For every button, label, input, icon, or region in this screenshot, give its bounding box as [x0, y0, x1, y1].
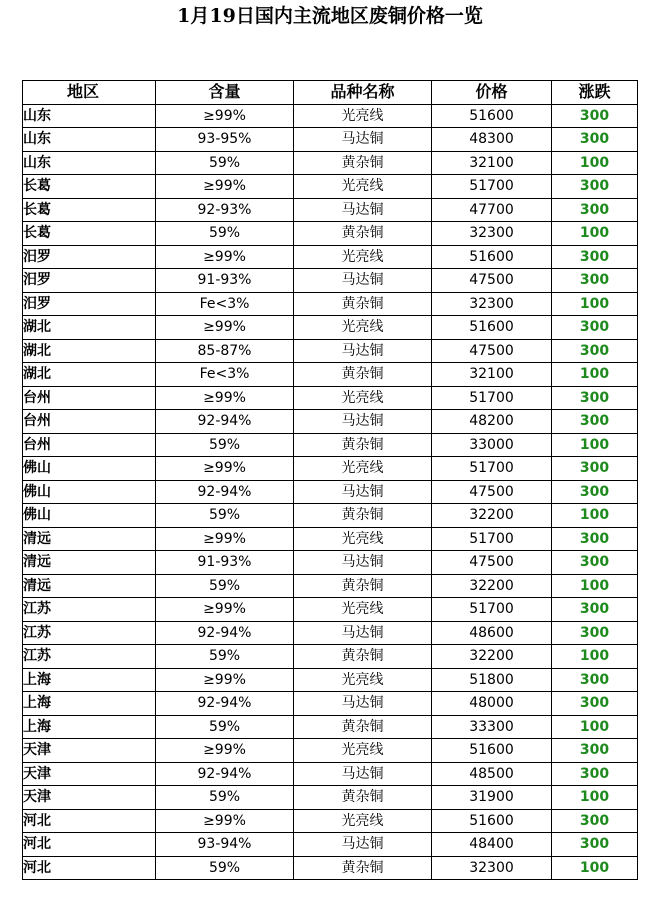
cell-region: 湖北 [23, 316, 156, 340]
cell-variety: 黄杂铜 [294, 856, 432, 880]
header-change: 涨跌 [552, 81, 638, 105]
cell-variety: 黄杂铜 [294, 645, 432, 669]
cell-price: 47500 [432, 269, 552, 293]
cell-price: 48200 [432, 410, 552, 434]
header-region: 地区 [23, 81, 156, 105]
cell-region: 清远 [23, 527, 156, 551]
header-content: 含量 [156, 81, 294, 105]
cell-content: 59% [156, 222, 294, 246]
cell-content: ≥99% [156, 598, 294, 622]
cell-change: 100 [552, 433, 638, 457]
cell-price: 51600 [432, 104, 552, 128]
cell-content: 92-94% [156, 692, 294, 716]
cell-variety: 马达铜 [294, 551, 432, 575]
cell-variety: 黄杂铜 [294, 433, 432, 457]
cell-content: ≥99% [156, 316, 294, 340]
cell-price: 32100 [432, 363, 552, 387]
cell-price: 48300 [432, 128, 552, 152]
table-row [23, 104, 638, 128]
cell-change: 300 [552, 457, 638, 481]
cell-change: 300 [552, 551, 638, 575]
cell-region: 江苏 [23, 645, 156, 669]
cell-variety: 黄杂铜 [294, 504, 432, 528]
cell-price: 47500 [432, 480, 552, 504]
cell-change: 300 [552, 480, 638, 504]
cell-region: 湖北 [23, 363, 156, 387]
cell-content: 59% [156, 856, 294, 880]
cell-region: 汨罗 [23, 245, 156, 269]
cell-content: Fe<3% [156, 292, 294, 316]
cell-content: ≥99% [156, 809, 294, 833]
cell-price: 51700 [432, 598, 552, 622]
table-row [23, 292, 638, 316]
table-row [23, 856, 638, 880]
cell-change: 100 [552, 645, 638, 669]
table-row [23, 410, 638, 434]
cell-variety: 光亮线 [294, 386, 432, 410]
cell-variety: 马达铜 [294, 128, 432, 152]
cell-change: 300 [552, 598, 638, 622]
cell-region: 台州 [23, 410, 156, 434]
cell-price: 48000 [432, 692, 552, 716]
cell-content: ≥99% [156, 386, 294, 410]
table-row [23, 786, 638, 810]
cell-change: 100 [552, 856, 638, 880]
cell-variety: 黄杂铜 [294, 574, 432, 598]
cell-change: 300 [552, 692, 638, 716]
cell-price: 51600 [432, 245, 552, 269]
cell-region: 湖北 [23, 339, 156, 363]
cell-region: 河北 [23, 856, 156, 880]
cell-change: 300 [552, 175, 638, 199]
cell-variety: 黄杂铜 [294, 363, 432, 387]
cell-content: 91-93% [156, 269, 294, 293]
cell-region: 长葛 [23, 175, 156, 199]
cell-region: 天津 [23, 762, 156, 786]
cell-price: 51700 [432, 527, 552, 551]
cell-change: 300 [552, 269, 638, 293]
cell-change: 100 [552, 786, 638, 810]
table-row [23, 386, 638, 410]
table-row [23, 269, 638, 293]
cell-price: 31900 [432, 786, 552, 810]
cell-price: 47700 [432, 198, 552, 222]
cell-price: 48600 [432, 621, 552, 645]
cell-price: 51600 [432, 739, 552, 763]
cell-content: 92-93% [156, 198, 294, 222]
table-row [23, 621, 638, 645]
cell-change: 300 [552, 833, 638, 857]
table-row [23, 527, 638, 551]
cell-variety: 黄杂铜 [294, 786, 432, 810]
cell-price: 51700 [432, 386, 552, 410]
cell-region: 上海 [23, 668, 156, 692]
cell-region: 清远 [23, 551, 156, 575]
cell-price: 32100 [432, 151, 552, 175]
cell-variety: 马达铜 [294, 692, 432, 716]
cell-variety: 马达铜 [294, 339, 432, 363]
table-row [23, 692, 638, 716]
cell-variety: 马达铜 [294, 621, 432, 645]
cell-price: 51700 [432, 175, 552, 199]
cell-price: 48400 [432, 833, 552, 857]
cell-content: 92-94% [156, 410, 294, 434]
header-price: 价格 [432, 81, 552, 105]
cell-content: 59% [156, 786, 294, 810]
table-row [23, 598, 638, 622]
cell-variety: 光亮线 [294, 739, 432, 763]
table-row [23, 457, 638, 481]
table-row [23, 645, 638, 669]
cell-content: ≥99% [156, 245, 294, 269]
cell-variety: 黄杂铜 [294, 292, 432, 316]
cell-region: 佛山 [23, 480, 156, 504]
cell-change: 100 [552, 292, 638, 316]
cell-variety: 马达铜 [294, 198, 432, 222]
cell-change: 300 [552, 527, 638, 551]
cell-variety: 光亮线 [294, 175, 432, 199]
cell-region: 汨罗 [23, 269, 156, 293]
cell-price: 32200 [432, 504, 552, 528]
table-row [23, 715, 638, 739]
cell-change: 100 [552, 222, 638, 246]
cell-content: 59% [156, 433, 294, 457]
table-row [23, 363, 638, 387]
header-variety: 品种名称 [294, 81, 432, 105]
table-row [23, 316, 638, 340]
cell-content: ≥99% [156, 104, 294, 128]
cell-content: ≥99% [156, 668, 294, 692]
cell-change: 300 [552, 386, 638, 410]
cell-region: 江苏 [23, 621, 156, 645]
cell-change: 300 [552, 245, 638, 269]
cell-region: 长葛 [23, 222, 156, 246]
cell-change: 300 [552, 198, 638, 222]
cell-change: 100 [552, 363, 638, 387]
cell-region: 山东 [23, 128, 156, 152]
cell-content: ≥99% [156, 527, 294, 551]
cell-price: 32300 [432, 222, 552, 246]
cell-content: 93-95% [156, 128, 294, 152]
table-row [23, 739, 638, 763]
table-row [23, 198, 638, 222]
cell-variety: 黄杂铜 [294, 151, 432, 175]
cell-region: 台州 [23, 433, 156, 457]
cell-variety: 黄杂铜 [294, 715, 432, 739]
cell-region: 天津 [23, 786, 156, 810]
cell-variety: 马达铜 [294, 269, 432, 293]
cell-variety: 光亮线 [294, 245, 432, 269]
cell-price: 33000 [432, 433, 552, 457]
cell-variety: 马达铜 [294, 762, 432, 786]
cell-content: 59% [156, 645, 294, 669]
cell-change: 100 [552, 151, 638, 175]
cell-region: 河北 [23, 809, 156, 833]
cell-change: 300 [552, 809, 638, 833]
cell-content: 59% [156, 151, 294, 175]
cell-region: 上海 [23, 692, 156, 716]
cell-price: 51800 [432, 668, 552, 692]
table-row [23, 668, 638, 692]
table-row [23, 151, 638, 175]
cell-price: 47500 [432, 339, 552, 363]
cell-variety: 光亮线 [294, 598, 432, 622]
cell-price: 32200 [432, 645, 552, 669]
cell-variety: 光亮线 [294, 668, 432, 692]
table-row [23, 128, 638, 152]
cell-price: 51700 [432, 457, 552, 481]
cell-region: 河北 [23, 833, 156, 857]
cell-variety: 光亮线 [294, 809, 432, 833]
cell-price: 47500 [432, 551, 552, 575]
table-body [23, 104, 638, 880]
cell-variety: 黄杂铜 [294, 222, 432, 246]
page-title: 1月19日国内主流地区废铜价格一览 [177, 5, 483, 27]
cell-price: 32300 [432, 292, 552, 316]
cell-variety: 光亮线 [294, 104, 432, 128]
table-row [23, 245, 638, 269]
cell-variety: 光亮线 [294, 457, 432, 481]
cell-region: 山东 [23, 151, 156, 175]
table-header-row [23, 81, 638, 105]
cell-content: 92-94% [156, 621, 294, 645]
cell-price: 51600 [432, 809, 552, 833]
cell-region: 清远 [23, 574, 156, 598]
table-row [23, 339, 638, 363]
cell-content: 93-94% [156, 833, 294, 857]
cell-change: 300 [552, 104, 638, 128]
cell-content: ≥99% [156, 457, 294, 481]
table-row [23, 433, 638, 457]
cell-price: 48500 [432, 762, 552, 786]
cell-variety: 马达铜 [294, 833, 432, 857]
cell-price: 51600 [432, 316, 552, 340]
cell-price: 33300 [432, 715, 552, 739]
table-row [23, 175, 638, 199]
cell-region: 江苏 [23, 598, 156, 622]
table-row [23, 551, 638, 575]
cell-region: 天津 [23, 739, 156, 763]
table-row [23, 574, 638, 598]
cell-price: 32200 [432, 574, 552, 598]
cell-change: 100 [552, 574, 638, 598]
cell-region: 长葛 [23, 198, 156, 222]
cell-change: 300 [552, 410, 638, 434]
cell-price: 32300 [432, 856, 552, 880]
cell-change: 100 [552, 504, 638, 528]
cell-change: 100 [552, 715, 638, 739]
cell-region: 上海 [23, 715, 156, 739]
cell-change: 300 [552, 739, 638, 763]
cell-content: 59% [156, 715, 294, 739]
cell-content: 91-93% [156, 551, 294, 575]
cell-region: 汨罗 [23, 292, 156, 316]
cell-content: 92-94% [156, 762, 294, 786]
price-table [22, 80, 638, 880]
cell-variety: 马达铜 [294, 480, 432, 504]
cell-variety: 光亮线 [294, 527, 432, 551]
table-row [23, 762, 638, 786]
table-row [23, 504, 638, 528]
cell-content: Fe<3% [156, 363, 294, 387]
cell-change: 300 [552, 339, 638, 363]
cell-content: 59% [156, 504, 294, 528]
table-row [23, 809, 638, 833]
cell-change: 300 [552, 128, 638, 152]
cell-change: 300 [552, 668, 638, 692]
cell-region: 山东 [23, 104, 156, 128]
cell-content: 92-94% [156, 480, 294, 504]
table-row [23, 833, 638, 857]
cell-region: 台州 [23, 386, 156, 410]
cell-variety: 马达铜 [294, 410, 432, 434]
table-row [23, 222, 638, 246]
cell-content: ≥99% [156, 739, 294, 763]
cell-region: 佛山 [23, 504, 156, 528]
cell-change: 300 [552, 762, 638, 786]
table-row [23, 480, 638, 504]
cell-change: 300 [552, 621, 638, 645]
cell-region: 佛山 [23, 457, 156, 481]
cell-change: 300 [552, 316, 638, 340]
cell-content: 59% [156, 574, 294, 598]
cell-content: 85-87% [156, 339, 294, 363]
cell-variety: 光亮线 [294, 316, 432, 340]
cell-content: ≥99% [156, 175, 294, 199]
